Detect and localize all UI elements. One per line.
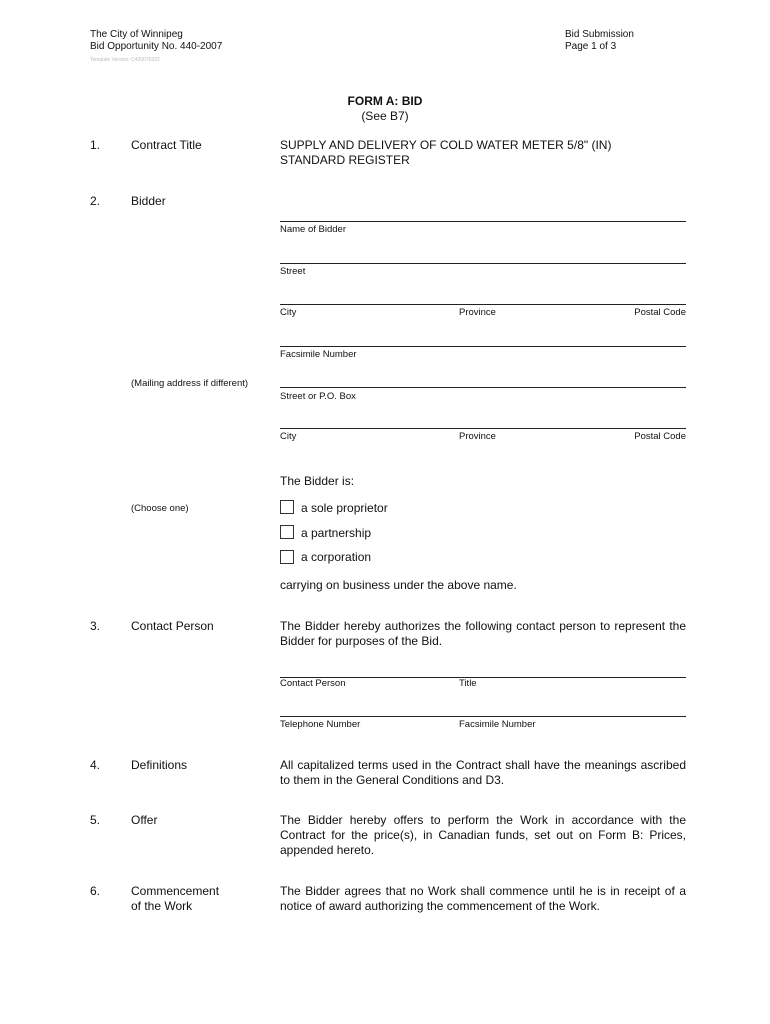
postal-code-caption: Postal Code bbox=[634, 307, 686, 318]
section-4-number: 4. bbox=[90, 758, 101, 772]
pobox-caption: Street or P.O. Box bbox=[280, 391, 356, 402]
section-2-label: Bidder bbox=[131, 194, 166, 208]
section-5-number: 5. bbox=[90, 813, 101, 827]
partnership-checkbox[interactable] bbox=[280, 525, 294, 539]
header-bid-submission: Bid Submission bbox=[565, 29, 634, 40]
mailing-city-province-postal-field[interactable] bbox=[280, 428, 686, 429]
section-4-label: Definitions bbox=[131, 758, 188, 772]
mailing-address-note: (Mailing address if different) bbox=[131, 378, 249, 389]
header-bid-opportunity: Bid Opportunity No. 440-2007 bbox=[90, 41, 223, 52]
bidder-name-caption: Name of Bidder bbox=[280, 224, 347, 235]
section-1-label: Contract Title bbox=[131, 138, 202, 152]
section-3-label: Contact Person bbox=[131, 619, 214, 633]
section-6-number: 6. bbox=[90, 884, 101, 898]
header-city: The City of Winnipeg bbox=[90, 29, 183, 40]
facsimile-caption: Facsimile Number bbox=[280, 349, 357, 360]
corporation-label: a corporation bbox=[301, 550, 372, 564]
header-template-version: Template Version: C420070322 bbox=[90, 57, 160, 63]
corporation-checkbox[interactable] bbox=[280, 550, 294, 564]
contact-person-text: The Bidder hereby authorizes the following contact person to represent the Bidder for purposes of the Bid. bbox=[280, 619, 686, 648]
province-caption: Province bbox=[459, 307, 496, 318]
section-6-label-line1: Commencement bbox=[131, 884, 220, 898]
city-province-postal-field[interactable] bbox=[280, 304, 686, 305]
header-page-number: Page 1 of 3 bbox=[565, 41, 617, 52]
city-caption: City bbox=[280, 307, 297, 318]
form-subtitle: (See B7) bbox=[361, 109, 409, 123]
street-field[interactable] bbox=[280, 263, 686, 264]
facsimile-field[interactable] bbox=[280, 346, 686, 347]
sole-proprietor-label: a sole proprietor bbox=[301, 501, 388, 515]
mailing-city-caption: City bbox=[280, 431, 297, 442]
section-1-number: 1. bbox=[90, 138, 101, 152]
sole-proprietor-checkbox[interactable] bbox=[280, 500, 294, 514]
form-title: FORM A: BID bbox=[347, 94, 423, 108]
bidder-name-field[interactable] bbox=[280, 221, 686, 222]
commencement-text: The Bidder agrees that no Work shall commence until he is in receipt of a notice of award authorizing the commencement of the Work. bbox=[280, 884, 686, 913]
bidder-is-label: The Bidder is: bbox=[280, 474, 355, 488]
section-2-number: 2. bbox=[90, 194, 101, 208]
section-3-number: 3. bbox=[90, 619, 101, 633]
contract-title-line2: STANDARD REGISTER bbox=[280, 153, 410, 167]
mailing-postal-code-caption: Postal Code bbox=[634, 431, 686, 442]
choose-one-note: (Choose one) bbox=[131, 503, 189, 514]
carrying-on-business-text: carrying on business under the above name. bbox=[280, 578, 517, 592]
street-caption: Street bbox=[280, 266, 306, 277]
telephone-facsimile-field[interactable] bbox=[280, 716, 686, 717]
mailing-province-caption: Province bbox=[459, 431, 496, 442]
pobox-field[interactable] bbox=[280, 387, 686, 388]
contract-title-line1: SUPPLY AND DELIVERY OF COLD WATER METER 5/8" (IN) bbox=[280, 138, 612, 152]
offer-text: The Bidder hereby offers to perform the Work in accordance with the Contract for the price(s), in Canadian funds, set out on Form B: Prices, appended hereto. bbox=[280, 813, 686, 857]
definitions-text: All capitalized terms used in the Contract shall have the meanings ascribed to them in the General Conditions and D3. bbox=[280, 758, 686, 787]
partnership-label: a partnership bbox=[301, 526, 372, 540]
section-6-label-line2: of the Work bbox=[131, 899, 193, 913]
contact-person-caption: Contact Person bbox=[280, 678, 346, 689]
telephone-caption: Telephone Number bbox=[280, 719, 361, 730]
contact-facsimile-caption: Facsimile Number bbox=[459, 719, 536, 730]
title-caption: Title bbox=[459, 678, 477, 689]
section-5-label: Offer bbox=[131, 813, 158, 827]
